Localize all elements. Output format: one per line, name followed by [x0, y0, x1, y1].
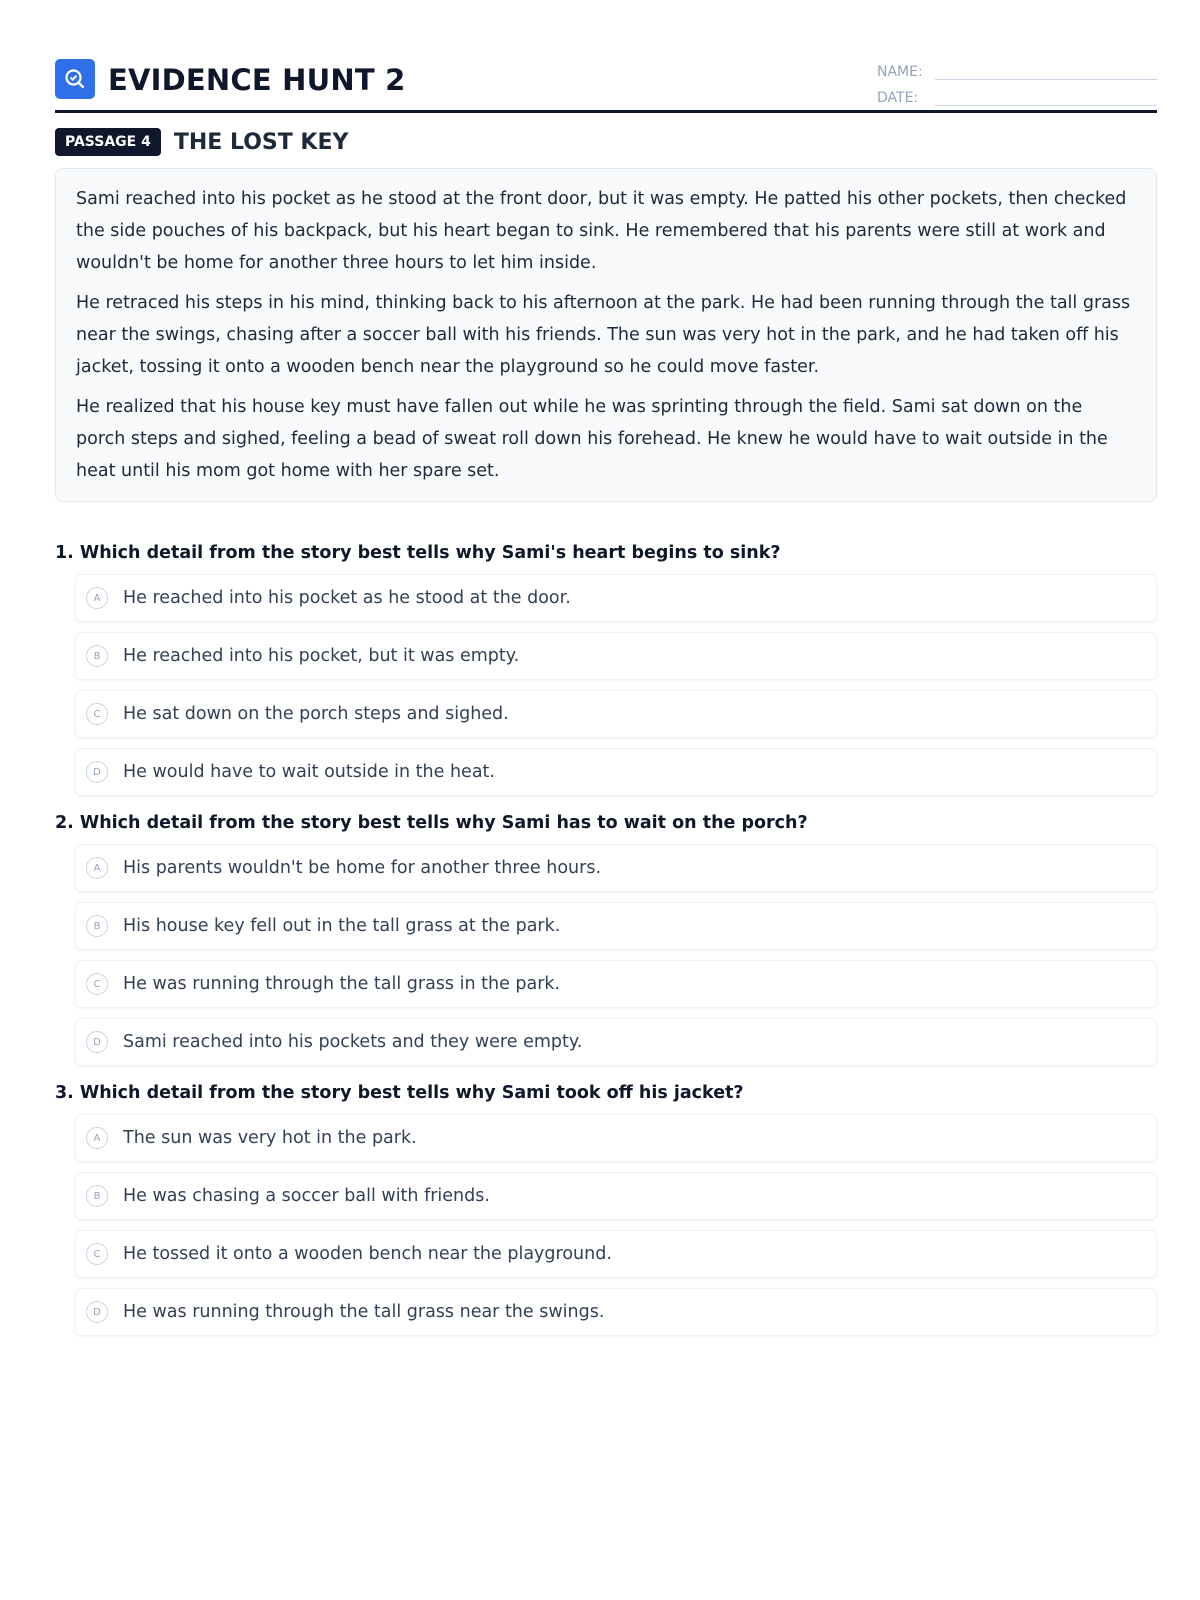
name-label: NAME: — [877, 64, 923, 80]
option-text: He was running through the tall grass near the swings. — [123, 1302, 605, 1322]
search-check-icon — [55, 59, 95, 99]
option-text: His parents wouldn't be home for another three hours. — [123, 858, 602, 878]
answer-option[interactable] — [75, 1018, 1157, 1066]
worksheet-header — [55, 58, 1157, 113]
option-letter-circle[interactable]: B — [86, 915, 108, 937]
option-text: The sun was very hot in the park. — [123, 1128, 417, 1148]
date-field[interactable] — [935, 87, 1157, 106]
option-letter-circle[interactable]: C — [86, 703, 108, 725]
page-title: EVIDENCE HUNT 2 — [108, 63, 406, 97]
question-3 — [55, 1080, 1157, 1336]
name-field[interactable] — [935, 61, 1157, 80]
passage-text — [55, 168, 1157, 502]
option-letter-circle[interactable]: D — [86, 761, 108, 783]
name-date-fields — [877, 54, 1157, 106]
option-text: He tossed it onto a wooden bench near the playground. — [123, 1244, 612, 1264]
date-label: DATE: — [877, 90, 919, 106]
answer-option[interactable] — [75, 1288, 1157, 1336]
option-letter-circle[interactable]: D — [86, 1031, 108, 1053]
passage-paragraph: He retraced his steps in his mind, thinking back to his afternoon at the park. He had been running through the tall grass near the swings, chasing after a soccer ball with his friends. The sun was very hot in the park, and he had taken off his jacket, tossing it onto a wooden bench near the playground so he could move faster. — [76, 293, 1131, 377]
option-text: He reached into his pocket as he stood at the door. — [123, 588, 571, 608]
answer-option[interactable] — [75, 902, 1157, 950]
option-text: He was chasing a soccer ball with friends. — [123, 1186, 490, 1206]
option-letter-circle[interactable]: A — [86, 587, 108, 609]
option-letter-circle[interactable]: B — [86, 645, 108, 667]
answer-option[interactable] — [75, 844, 1157, 892]
answer-option[interactable] — [75, 1114, 1157, 1162]
option-text: He would have to wait outside in the heat. — [123, 762, 495, 782]
question-text: 3. Which detail from the story best tells why Sami took off his jacket? — [55, 1083, 744, 1103]
question-text: 1. Which detail from the story best tells why Sami's heart begins to sink? — [55, 543, 781, 563]
answer-option[interactable] — [75, 1172, 1157, 1220]
option-letter-circle[interactable]: D — [86, 1301, 108, 1323]
passage-badge: PASSAGE 4 — [55, 128, 161, 156]
question-text: 2. Which detail from the story best tells why Sami has to wait on the porch? — [55, 813, 808, 833]
question-2 — [55, 810, 1157, 1066]
answer-option[interactable] — [75, 1230, 1157, 1278]
passage-paragraph: He realized that his house key must have fallen out while he was sprinting through the field. Sami sat down on the porch steps and sighed, feeling a bead of sweat roll down his forehead. He knew he would have to wait outside in the heat until his mom got home with her spare set. — [76, 397, 1108, 481]
option-text: He was running through the tall grass in the park. — [123, 974, 561, 994]
answer-option[interactable] — [75, 690, 1157, 738]
option-letter-circle[interactable]: B — [86, 1185, 108, 1207]
option-text: He reached into his pocket, but it was empty. — [123, 646, 520, 666]
option-text: He sat down on the porch steps and sighed. — [123, 704, 509, 724]
option-text: His house key fell out in the tall grass at the park. — [123, 916, 561, 936]
option-letter-circle[interactable]: C — [86, 973, 108, 995]
option-text: Sami reached into his pockets and they were empty. — [123, 1032, 583, 1052]
question-1 — [55, 540, 1157, 796]
passage-paragraph: Sami reached into his pocket as he stood at the front door, but it was empty. He patted his other pockets, then checked the side pouches of his backpack, but his heart began to sink. He remembered that his parents were still at work and wouldn't be home for another three hours to let him inside. — [76, 189, 1127, 273]
passage-title: THE LOST KEY — [173, 129, 349, 155]
option-letter-circle[interactable]: C — [86, 1243, 108, 1265]
passage-heading — [55, 128, 348, 156]
option-letter-circle[interactable]: A — [86, 1127, 108, 1149]
answer-option[interactable] — [75, 748, 1157, 796]
option-letter-circle[interactable]: A — [86, 857, 108, 879]
answer-option[interactable] — [75, 574, 1157, 622]
answer-option[interactable] — [75, 632, 1157, 680]
answer-option[interactable] — [75, 960, 1157, 1008]
